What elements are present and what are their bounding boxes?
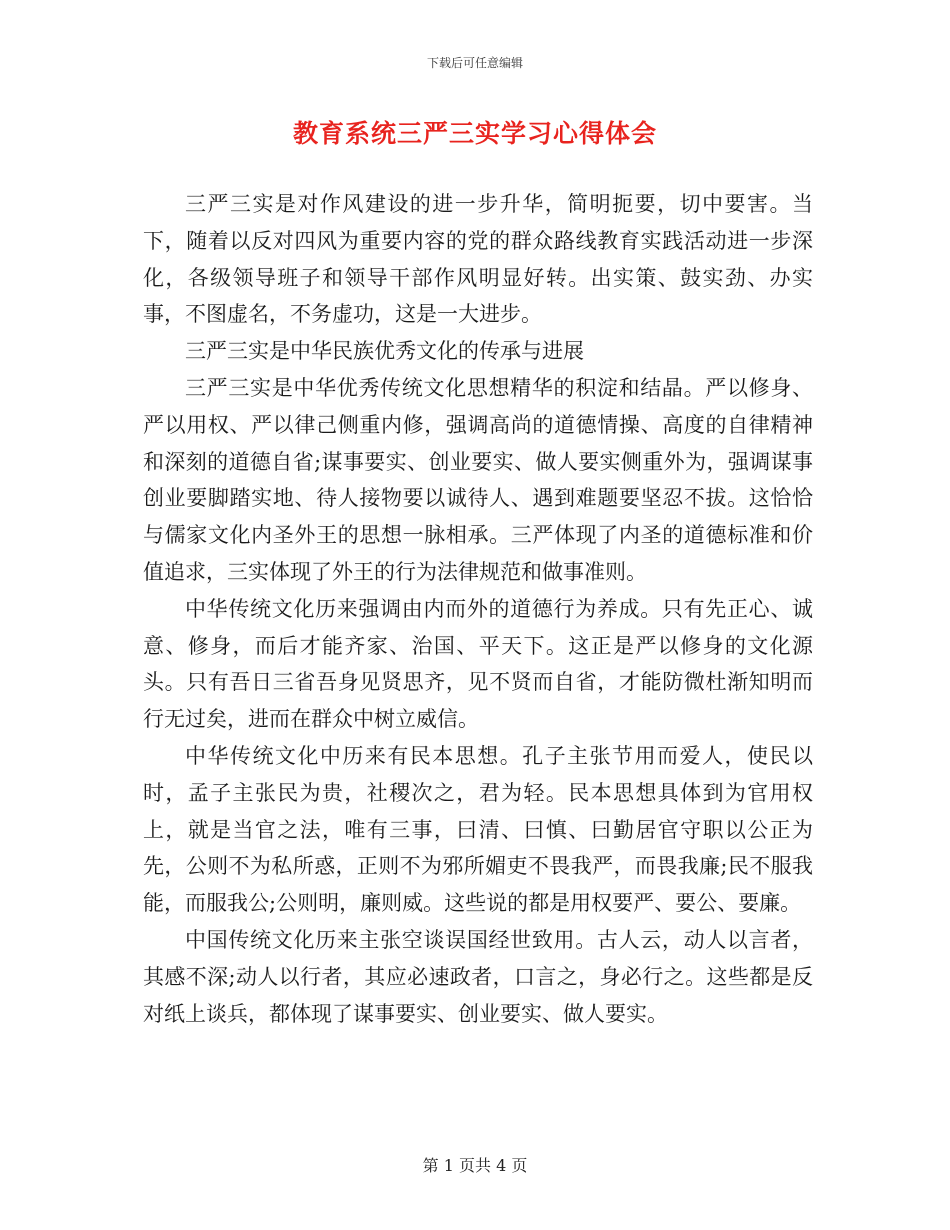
paragraph-3: 三严三实是中华优秀传统文化思想精华的积淀和结晶。严以修身、严以用权、严以律己侧重内修，强调高尚的道德情操、高度的自律精神和深刻的道德自省;谋事要实、创业要实、做人要实侧重外为，强调谋事创业要脚踏实地、待人接物要以诚待人、遇到难题要坚忍不拔。这恰恰与儒家文化内圣外王的思想一脉相承。三严体现了内圣的道德标准和价值追求，三实体现了外王的行为法律规范和做事准则。	[143, 375, 813, 584]
header-note: 下载后可任意编辑	[426, 56, 523, 70]
paragraph-2-heading: 三严三实是中华民族优秀文化的传承与进展	[185, 339, 584, 364]
paragraph-5: 中华传统文化中历来有民本思想。孔子主张节用而爱人，使民以时，孟子主张民为贵，社稷次之，君为轻。民本思想具体到为官用权上，就是当官之法，唯有三事，曰清、曰慎、曰勤居官守职以公正为先，公则不为私所惑，正则不为邪所媚吏不畏我严，而畏我廉;民不服我能，而服我公;公则明，廉则威。这些说的都是用权要严、要公、要廉。	[143, 743, 813, 916]
paragraph-1: 三严三实是对作风建设的进一步升华，简明扼要，切中要害。当下，随着以反对四风为重要内容的党的群众路线教育实践活动进一步深化，各级领导班子和领导干部作风明显好转。出实策、鼓实劲、办实事，不图虚名，不务虚功，这是一大进步。	[143, 192, 813, 327]
document-title: 教育系统三严三实学习心得体会	[292, 119, 657, 148]
paragraph-6: 中国传统文化历来主张空谈误国经世致用。古人云，动人以言者，其感不深;动人以行者，其应必速政者，口言之，身必行之。这些都是反对纸上谈兵，都体现了谋事要实、创业要实、做人要实。	[143, 927, 813, 1026]
paragraph-4: 中华传统文化历来强调由内而外的道德行为养成。只有先正心、诚意、修身，而后才能齐家、治国、平天下。这正是严以修身的文化源头。只有吾日三省吾身见贤思齐，见不贤而自省，才能防微杜渐知明而行无过矣，进而在群众中树立威信。	[143, 596, 813, 732]
page-number-footer: 第 1 页共 4 页	[422, 1156, 528, 1175]
document-body	[143, 186, 813, 1032]
